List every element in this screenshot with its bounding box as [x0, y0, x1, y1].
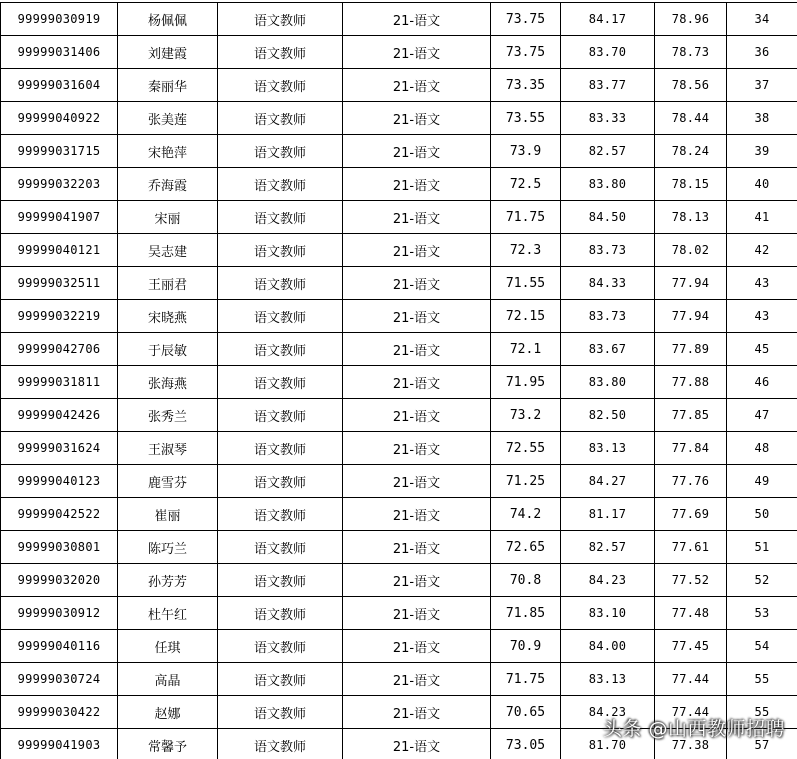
- rank-cell: 34: [727, 3, 797, 36]
- position-cell: 语文教师: [218, 531, 343, 564]
- total-score-cell: 78.44: [655, 102, 727, 135]
- subject-code-cell: 21-语文: [343, 399, 491, 432]
- candidate-id-cell: 99999042706: [1, 333, 118, 366]
- total-score-cell: 78.02: [655, 234, 727, 267]
- candidate-id-cell: 99999041903: [1, 729, 118, 759]
- candidate-id-cell: 99999031624: [1, 432, 118, 465]
- candidate-id-cell: 99999032219: [1, 300, 118, 333]
- rank-cell: 45: [727, 333, 797, 366]
- position-cell: 语文教师: [218, 564, 343, 597]
- position-cell: 语文教师: [218, 135, 343, 168]
- interview-score-cell: 84.17: [561, 3, 655, 36]
- total-score-cell: 77.52: [655, 564, 727, 597]
- subject-code-cell: 21-语文: [343, 498, 491, 531]
- candidate-id-cell: 99999040116: [1, 630, 118, 663]
- position-cell: 语文教师: [218, 333, 343, 366]
- rank-cell: 55: [727, 696, 797, 729]
- position-cell: 语文教师: [218, 465, 343, 498]
- candidate-id-cell: 99999032203: [1, 168, 118, 201]
- table-row: [1, 234, 797, 267]
- table-row: [1, 531, 797, 564]
- total-score-cell: 77.94: [655, 267, 727, 300]
- subject-code-cell: 21-语文: [343, 135, 491, 168]
- position-cell: 语文教师: [218, 696, 343, 729]
- position-cell: 语文教师: [218, 399, 343, 432]
- table-row: [1, 597, 797, 630]
- candidate-id-cell: 99999042426: [1, 399, 118, 432]
- subject-code-cell: 21-语文: [343, 366, 491, 399]
- interview-score-cell: 83.67: [561, 333, 655, 366]
- interview-score-cell: 83.10: [561, 597, 655, 630]
- total-score-cell: 77.48: [655, 597, 727, 630]
- total-score-cell: 77.94: [655, 300, 727, 333]
- candidate-id-cell: 99999030422: [1, 696, 118, 729]
- interview-score-cell: 82.57: [561, 135, 655, 168]
- written-score-cell: 73.05: [491, 729, 561, 759]
- candidate-id-cell: 99999031406: [1, 36, 118, 69]
- total-score-cell: 78.13: [655, 201, 727, 234]
- written-score-cell: 72.55: [491, 432, 561, 465]
- subject-code-cell: 21-语文: [343, 267, 491, 300]
- written-score-cell: 72.65: [491, 531, 561, 564]
- interview-score-cell: 84.50: [561, 201, 655, 234]
- written-score-cell: 73.2: [491, 399, 561, 432]
- watermark-text: 头条 @山西教师招聘: [602, 718, 785, 740]
- subject-code-cell: 21-语文: [343, 102, 491, 135]
- total-score-cell: 78.24: [655, 135, 727, 168]
- rank-cell: 49: [727, 465, 797, 498]
- name-cell: 张秀兰: [118, 399, 218, 432]
- name-cell: 赵娜: [118, 696, 218, 729]
- written-score-cell: 73.35: [491, 69, 561, 102]
- table-row: [1, 135, 797, 168]
- name-cell: 于辰敏: [118, 333, 218, 366]
- position-cell: 语文教师: [218, 432, 343, 465]
- name-cell: 高晶: [118, 663, 218, 696]
- candidate-id-cell: 99999030919: [1, 3, 118, 36]
- subject-code-cell: 21-语文: [343, 696, 491, 729]
- written-score-cell: 74.2: [491, 498, 561, 531]
- table-row: [1, 300, 797, 333]
- table-row: [1, 168, 797, 201]
- table-row: [1, 201, 797, 234]
- total-score-cell: 77.88: [655, 366, 727, 399]
- rank-cell: 42: [727, 234, 797, 267]
- rank-cell: 37: [727, 69, 797, 102]
- candidate-id-cell: 99999042522: [1, 498, 118, 531]
- written-score-cell: 71.55: [491, 267, 561, 300]
- position-cell: 语文教师: [218, 201, 343, 234]
- rank-cell: 47: [727, 399, 797, 432]
- name-cell: 宋艳萍: [118, 135, 218, 168]
- candidate-id-cell: 99999030912: [1, 597, 118, 630]
- interview-score-cell: 82.57: [561, 531, 655, 564]
- candidate-id-cell: 99999031604: [1, 69, 118, 102]
- rank-cell: 36: [727, 36, 797, 69]
- rank-cell: 55: [727, 663, 797, 696]
- position-cell: 语文教师: [218, 234, 343, 267]
- position-cell: 语文教师: [218, 102, 343, 135]
- name-cell: 张美莲: [118, 102, 218, 135]
- written-score-cell: 71.75: [491, 663, 561, 696]
- total-score-cell: 77.61: [655, 531, 727, 564]
- table-row: [1, 102, 797, 135]
- table-row: [1, 333, 797, 366]
- subject-code-cell: 21-语文: [343, 234, 491, 267]
- table-body: [1, 3, 797, 759]
- rank-cell: 39: [727, 135, 797, 168]
- subject-code-cell: 21-语文: [343, 3, 491, 36]
- table-row: [1, 564, 797, 597]
- position-cell: 语文教师: [218, 267, 343, 300]
- name-cell: 鹿雪芬: [118, 465, 218, 498]
- subject-code-cell: 21-语文: [343, 36, 491, 69]
- written-score-cell: 73.75: [491, 3, 561, 36]
- subject-code-cell: 21-语文: [343, 201, 491, 234]
- table-row: [1, 432, 797, 465]
- interview-score-cell: 83.77: [561, 69, 655, 102]
- total-score-cell: 78.56: [655, 69, 727, 102]
- table-row: [1, 465, 797, 498]
- table-row: [1, 498, 797, 531]
- name-cell: 张海燕: [118, 366, 218, 399]
- rank-cell: 41: [727, 201, 797, 234]
- name-cell: 乔海霞: [118, 168, 218, 201]
- written-score-cell: 71.25: [491, 465, 561, 498]
- position-cell: 语文教师: [218, 36, 343, 69]
- total-score-cell: 78.15: [655, 168, 727, 201]
- name-cell: 王淑琴: [118, 432, 218, 465]
- total-score-cell: 78.73: [655, 36, 727, 69]
- written-score-cell: 72.15: [491, 300, 561, 333]
- written-score-cell: 70.65: [491, 696, 561, 729]
- table-row: [1, 366, 797, 399]
- name-cell: 宋丽: [118, 201, 218, 234]
- name-cell: 秦丽华: [118, 69, 218, 102]
- rank-cell: 43: [727, 267, 797, 300]
- position-cell: 语文教师: [218, 3, 343, 36]
- name-cell: 崔丽: [118, 498, 218, 531]
- interview-score-cell: 83.80: [561, 168, 655, 201]
- candidate-id-cell: 99999040922: [1, 102, 118, 135]
- subject-code-cell: 21-语文: [343, 168, 491, 201]
- interview-score-cell: 84.23: [561, 696, 655, 729]
- written-score-cell: 71.95: [491, 366, 561, 399]
- name-cell: 杜午红: [118, 597, 218, 630]
- position-cell: 语文教师: [218, 630, 343, 663]
- interview-score-cell: 84.27: [561, 465, 655, 498]
- candidate-id-cell: 99999041907: [1, 201, 118, 234]
- total-score-cell: 77.84: [655, 432, 727, 465]
- name-cell: 孙芳芳: [118, 564, 218, 597]
- total-score-cell: 77.45: [655, 630, 727, 663]
- rank-cell: 38: [727, 102, 797, 135]
- total-score-cell: 77.38: [655, 729, 727, 759]
- name-cell: 王丽君: [118, 267, 218, 300]
- interview-score-cell: 82.50: [561, 399, 655, 432]
- interview-score-cell: 84.33: [561, 267, 655, 300]
- table-row: [1, 69, 797, 102]
- interview-score-cell: 81.70: [561, 729, 655, 759]
- interview-score-cell: 83.73: [561, 234, 655, 267]
- subject-code-cell: 21-语文: [343, 564, 491, 597]
- subject-code-cell: 21-语文: [343, 630, 491, 663]
- name-cell: 任琪: [118, 630, 218, 663]
- subject-code-cell: 21-语文: [343, 729, 491, 759]
- name-cell: 杨佩佩: [118, 3, 218, 36]
- total-score-cell: 77.44: [655, 663, 727, 696]
- candidate-id-cell: 99999031811: [1, 366, 118, 399]
- subject-code-cell: 21-语文: [343, 597, 491, 630]
- position-cell: 语文教师: [218, 729, 343, 759]
- candidate-id-cell: 99999040121: [1, 234, 118, 267]
- candidate-id-cell: 99999030801: [1, 531, 118, 564]
- interview-score-cell: 83.13: [561, 432, 655, 465]
- total-score-cell: 77.69: [655, 498, 727, 531]
- written-score-cell: 72.3: [491, 234, 561, 267]
- interview-score-cell: 83.13: [561, 663, 655, 696]
- rank-cell: 43: [727, 300, 797, 333]
- total-score-cell: 77.76: [655, 465, 727, 498]
- rank-cell: 53: [727, 597, 797, 630]
- interview-score-cell: 84.23: [561, 564, 655, 597]
- written-score-cell: 73.75: [491, 36, 561, 69]
- subject-code-cell: 21-语文: [343, 432, 491, 465]
- candidate-id-cell: 99999032511: [1, 267, 118, 300]
- position-cell: 语文教师: [218, 366, 343, 399]
- written-score-cell: 73.55: [491, 102, 561, 135]
- name-cell: 陈巧兰: [118, 531, 218, 564]
- interview-score-cell: 84.00: [561, 630, 655, 663]
- written-score-cell: 72.1: [491, 333, 561, 366]
- interview-score-cell: 83.80: [561, 366, 655, 399]
- name-cell: 宋晓燕: [118, 300, 218, 333]
- table-row: [1, 267, 797, 300]
- subject-code-cell: 21-语文: [343, 300, 491, 333]
- position-cell: 语文教师: [218, 168, 343, 201]
- name-cell: 吴志建: [118, 234, 218, 267]
- position-cell: 语文教师: [218, 597, 343, 630]
- total-score-cell: 77.44: [655, 696, 727, 729]
- table-row: [1, 3, 797, 36]
- rank-cell: 52: [727, 564, 797, 597]
- subject-code-cell: 21-语文: [343, 333, 491, 366]
- subject-code-cell: 21-语文: [343, 465, 491, 498]
- position-cell: 语文教师: [218, 300, 343, 333]
- subject-code-cell: 21-语文: [343, 663, 491, 696]
- candidate-id-cell: 99999030724: [1, 663, 118, 696]
- table-row: [1, 663, 797, 696]
- table-row: [1, 399, 797, 432]
- position-cell: 语文教师: [218, 69, 343, 102]
- table-row: [1, 630, 797, 663]
- rank-cell: 46: [727, 366, 797, 399]
- table-row: [1, 36, 797, 69]
- candidate-id-cell: 99999031715: [1, 135, 118, 168]
- subject-code-cell: 21-语文: [343, 531, 491, 564]
- total-score-cell: 78.96: [655, 3, 727, 36]
- rank-cell: 50: [727, 498, 797, 531]
- position-cell: 语文教师: [218, 498, 343, 531]
- written-score-cell: 73.9: [491, 135, 561, 168]
- rank-cell: 40: [727, 168, 797, 201]
- rank-cell: 54: [727, 630, 797, 663]
- interview-score-cell: 81.17: [561, 498, 655, 531]
- written-score-cell: 71.85: [491, 597, 561, 630]
- rank-cell: 48: [727, 432, 797, 465]
- candidate-id-cell: 99999032020: [1, 564, 118, 597]
- score-table: [0, 2, 797, 759]
- interview-score-cell: 83.73: [561, 300, 655, 333]
- rank-cell: 51: [727, 531, 797, 564]
- total-score-cell: 77.85: [655, 399, 727, 432]
- name-cell: 刘建霞: [118, 36, 218, 69]
- candidate-id-cell: 99999040123: [1, 465, 118, 498]
- written-score-cell: 70.8: [491, 564, 561, 597]
- position-cell: 语文教师: [218, 663, 343, 696]
- interview-score-cell: 83.33: [561, 102, 655, 135]
- name-cell: 常馨予: [118, 729, 218, 759]
- rank-cell: 57: [727, 729, 797, 759]
- subject-code-cell: 21-语文: [343, 69, 491, 102]
- written-score-cell: 71.75: [491, 201, 561, 234]
- total-score-cell: 77.89: [655, 333, 727, 366]
- written-score-cell: 72.5: [491, 168, 561, 201]
- interview-score-cell: 83.70: [561, 36, 655, 69]
- written-score-cell: 70.9: [491, 630, 561, 663]
